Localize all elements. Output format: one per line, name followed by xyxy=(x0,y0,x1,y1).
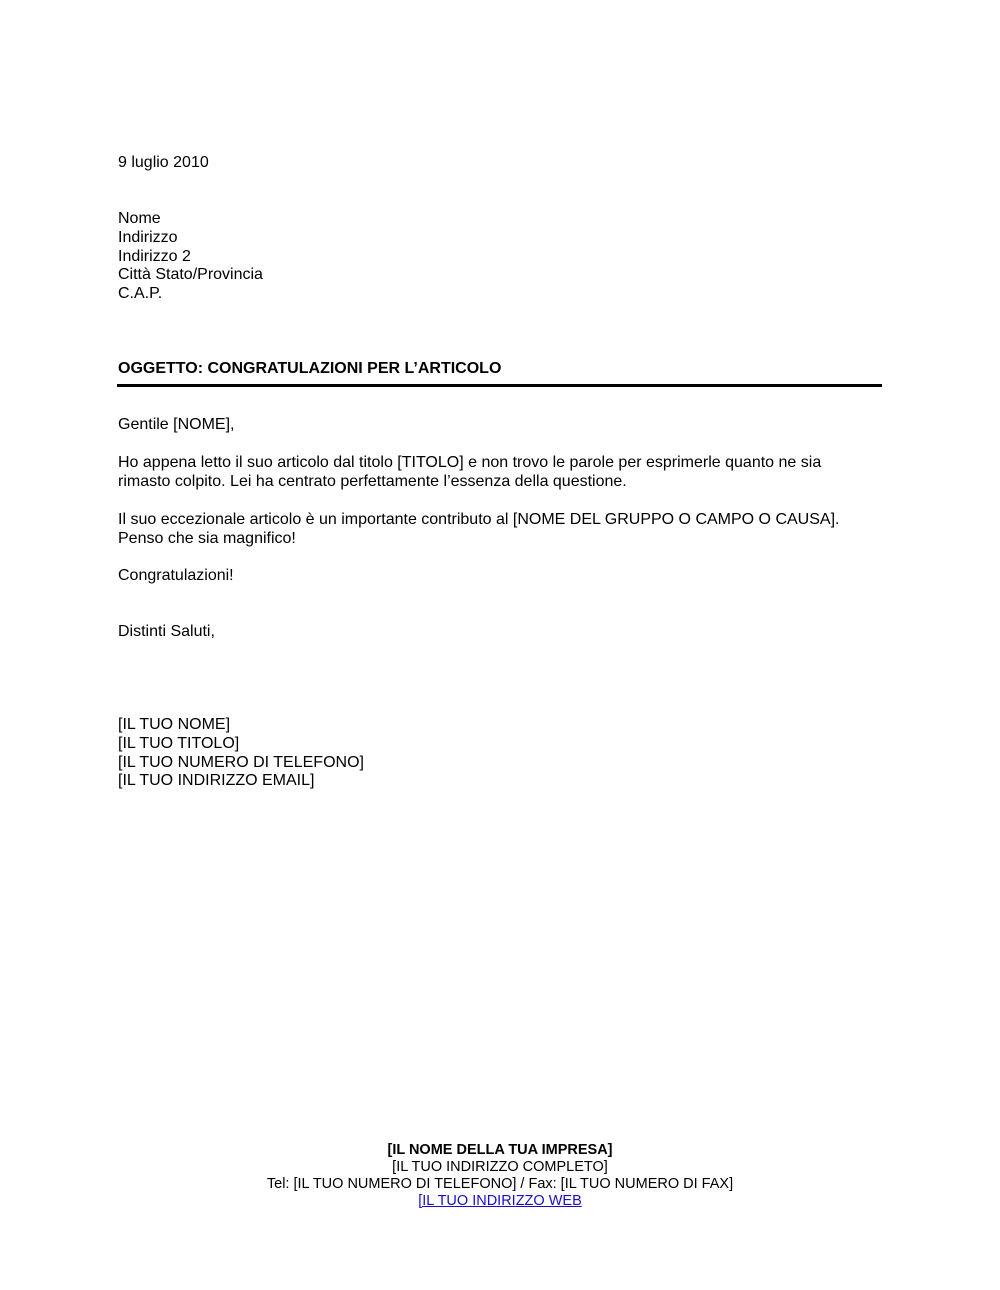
paragraph-2-line-2: Penso che sia magnifico! xyxy=(118,530,296,547)
recipient-address-1: Indirizzo xyxy=(118,229,178,246)
subject-divider xyxy=(117,384,882,387)
footer-web-row xyxy=(0,1192,1000,1210)
footer-contact: Tel: [IL TUO NUMERO DI TELEFONO] / Fax: [IL TUO NUMERO DI FAX] xyxy=(266,1176,734,1192)
footer-web-link[interactable]: [IL TUO INDIRIZZO WEB xyxy=(418,1193,582,1209)
recipient-name: Nome xyxy=(118,210,161,227)
paragraph-1-line-1: Ho appena letto il suo articolo dal titolo [TITOLO] e non trovo le parole per esprimerle quanto ne sia xyxy=(118,454,822,471)
paragraph-2-line-1: Il suo eccezionale articolo è un importante contributo al [NOME DEL GRUPPO O CAMPO O CAUSA]. xyxy=(118,511,840,528)
footer-company-name: [IL NOME DELLA TUA IMPRESA] xyxy=(387,1142,613,1158)
recipient-zip: C.A.P. xyxy=(118,285,163,302)
signature-phone: [IL TUO NUMERO DI TELEFONO] xyxy=(118,754,364,771)
letter-closing: Distinti Saluti, xyxy=(118,623,215,640)
paragraph-1-line-2: rimasto colpito. Lei ha centrato perfettamente l’essenza della questione. xyxy=(118,473,627,490)
letter-congrats: Congratulazioni! xyxy=(118,567,234,584)
signature-title: [IL TUO TITOLO] xyxy=(118,735,240,752)
letter-subject: OGGETTO: CONGRATULAZIONI PER L’ARTICOLO xyxy=(118,360,502,377)
recipient-city-state: Città Stato/Provincia xyxy=(118,266,263,283)
signature-email: [IL TUO INDIRIZZO EMAIL] xyxy=(118,772,315,789)
recipient-address-2: Indirizzo 2 xyxy=(118,248,191,265)
footer-address: [IL TUO INDIRIZZO COMPLETO] xyxy=(392,1159,608,1175)
signature-name: [IL TUO NOME] xyxy=(118,716,231,733)
letter-salutation: Gentile [NOME], xyxy=(118,416,235,433)
letter-date: 9 luglio 2010 xyxy=(118,154,209,171)
